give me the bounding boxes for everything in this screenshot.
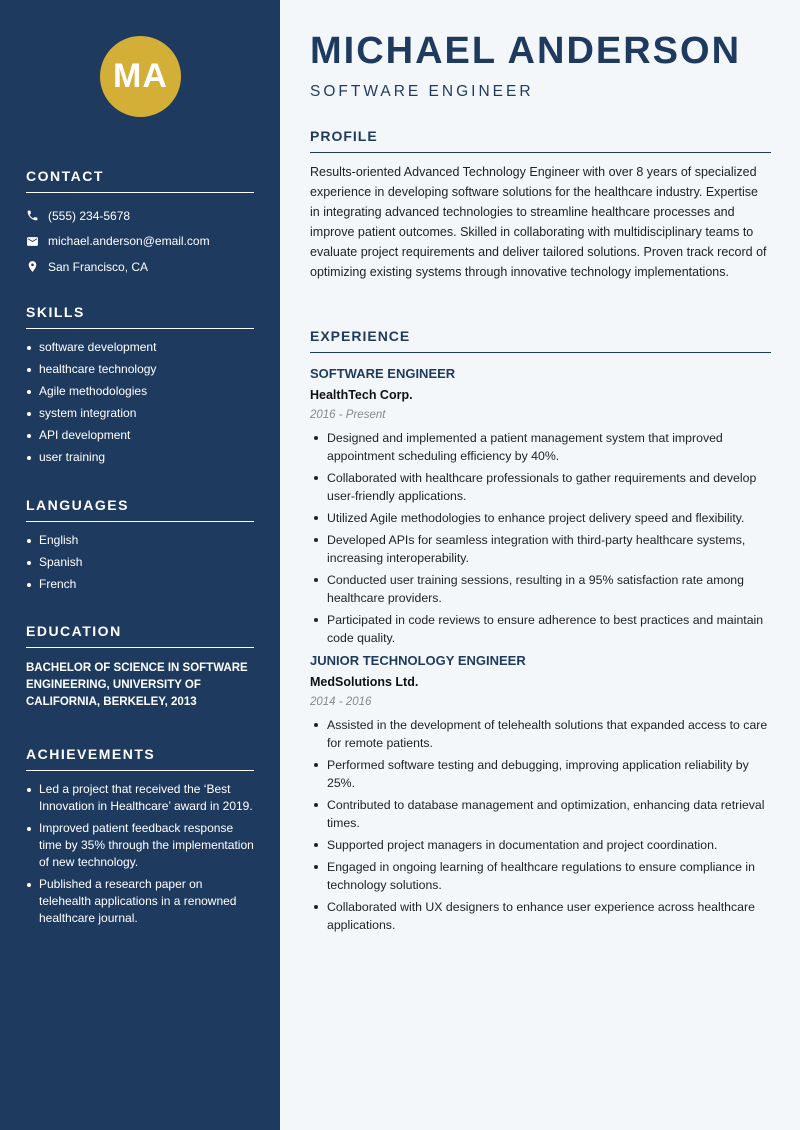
job-entry — [310, 366, 771, 647]
list-item: Collaborated with UX designers to enhance user experience across healthcare applications. — [310, 898, 771, 934]
job-dates: 2016 - Present — [310, 409, 386, 421]
list-item: English — [26, 532, 254, 549]
list-item: Participated in code reviews to ensure adherence to best practices and maintain code quality. — [310, 611, 771, 647]
avatar: MA — [100, 36, 181, 117]
contact-heading: CONTACT — [26, 168, 254, 193]
list-item: healthcare technology — [26, 361, 254, 378]
achievements-section — [26, 746, 254, 932]
list-item: Developed APIs for seamless integration with third-party healthcare systems, increasing interoperability. — [310, 531, 771, 567]
achievements-list — [26, 781, 254, 927]
list-item: Assisted in the development of telehealth solutions that expanded access to care for remote patients. — [310, 716, 771, 752]
contact-section — [26, 168, 254, 280]
experience-heading: EXPERIENCE — [310, 328, 771, 353]
experience-section — [310, 328, 771, 938]
job-role: SOFTWARE ENGINEER — [310, 83, 534, 100]
list-item: Spanish — [26, 554, 254, 571]
list-item: Utilized Agile methodologies to enhance project delivery speed and flexibility. — [310, 509, 771, 527]
list-item: user training — [26, 449, 254, 466]
job-entry — [310, 653, 771, 934]
languages-heading: LANGUAGES — [26, 497, 254, 522]
achievements-heading: ACHIEVEMENTS — [26, 746, 254, 771]
email-icon — [26, 235, 48, 248]
education-section — [26, 623, 254, 711]
list-item: Agile methodologies — [26, 383, 254, 400]
list-item: API development — [26, 427, 254, 444]
education-entry: BACHELOR OF SCIENCE IN SOFTWARE ENGINEERING, UNIVERSITY OF CALIFORNIA, BERKELEY, 2013 — [26, 662, 248, 708]
contact-phone-text: (555) 234-5678 — [48, 208, 131, 223]
job-company: MedSolutions Ltd. — [310, 675, 419, 689]
list-item: Led a project that received the ‘Best Innovation in Healthcare’ award in 2019. — [26, 781, 254, 815]
list-item: French — [26, 576, 254, 593]
phone-icon — [26, 209, 48, 222]
contact-phone[interactable] — [26, 203, 254, 229]
job-title: SOFTWARE ENGINEER — [310, 366, 456, 381]
list-item: Supported project managers in documentation and project coordination. — [310, 836, 771, 854]
list-item: Collaborated with healthcare professionals to gather requirements and develop user-friendly applications. — [310, 469, 771, 505]
profile-section — [310, 128, 771, 282]
contact-email[interactable] — [26, 229, 254, 255]
contact-email-text: michael.anderson@email.com — [48, 234, 210, 249]
job-company: HealthTech Corp. — [310, 388, 413, 402]
profile-text: Results-oriented Advanced Technology Engineer with over 8 years of specialized experience in developing software solutions for the healthcare industry. Expertise in integrating advanced technologies to streamline healthcare processes and improve patient outcomes. Skilled in collaborating with multidisciplinary teams to evaluate project requirements and deliver tailored solutions. Proven track record of optimizing existing systems through innovative technology implementations. — [310, 165, 767, 279]
list-item: Performed software testing and debugging, improving application reliability by 25%. — [310, 756, 771, 792]
contact-location-text: San Francisco, CA — [48, 259, 149, 274]
education-heading: EDUCATION — [26, 623, 254, 648]
list-item: Engaged in ongoing learning of healthcare regulations to ensure compliance in technology solutions. — [310, 858, 771, 894]
languages-section — [26, 497, 254, 598]
list-item: system integration — [26, 405, 254, 422]
job-title: JUNIOR TECHNOLOGY ENGINEER — [310, 653, 526, 668]
list-item: Conducted user training sessions, resulting in a 95% satisfaction rate among healthcare providers. — [310, 571, 771, 607]
languages-list — [26, 532, 254, 593]
skills-section — [26, 304, 254, 471]
candidate-name: MICHAEL ANDERSON — [310, 30, 742, 72]
location-icon — [26, 260, 48, 273]
job-bullets — [310, 716, 771, 934]
list-item: Designed and implemented a patient management system that improved appointment scheduling efficiency by 40%. — [310, 429, 771, 465]
contact-location — [26, 254, 254, 280]
skills-list — [26, 339, 254, 466]
sidebar — [0, 0, 280, 1130]
profile-heading: PROFILE — [310, 128, 771, 153]
list-item: Published a research paper on telehealth applications in a renowned healthcare journal. — [26, 876, 254, 927]
list-item: Improved patient feedback response time by 35% through the implementation of new technology. — [26, 820, 254, 871]
job-bullets — [310, 429, 771, 647]
list-item: Contributed to database management and optimization, enhancing data retrieval times. — [310, 796, 771, 832]
skills-heading: SKILLS — [26, 304, 254, 329]
list-item: software development — [26, 339, 254, 356]
job-dates: 2014 - 2016 — [310, 696, 372, 708]
